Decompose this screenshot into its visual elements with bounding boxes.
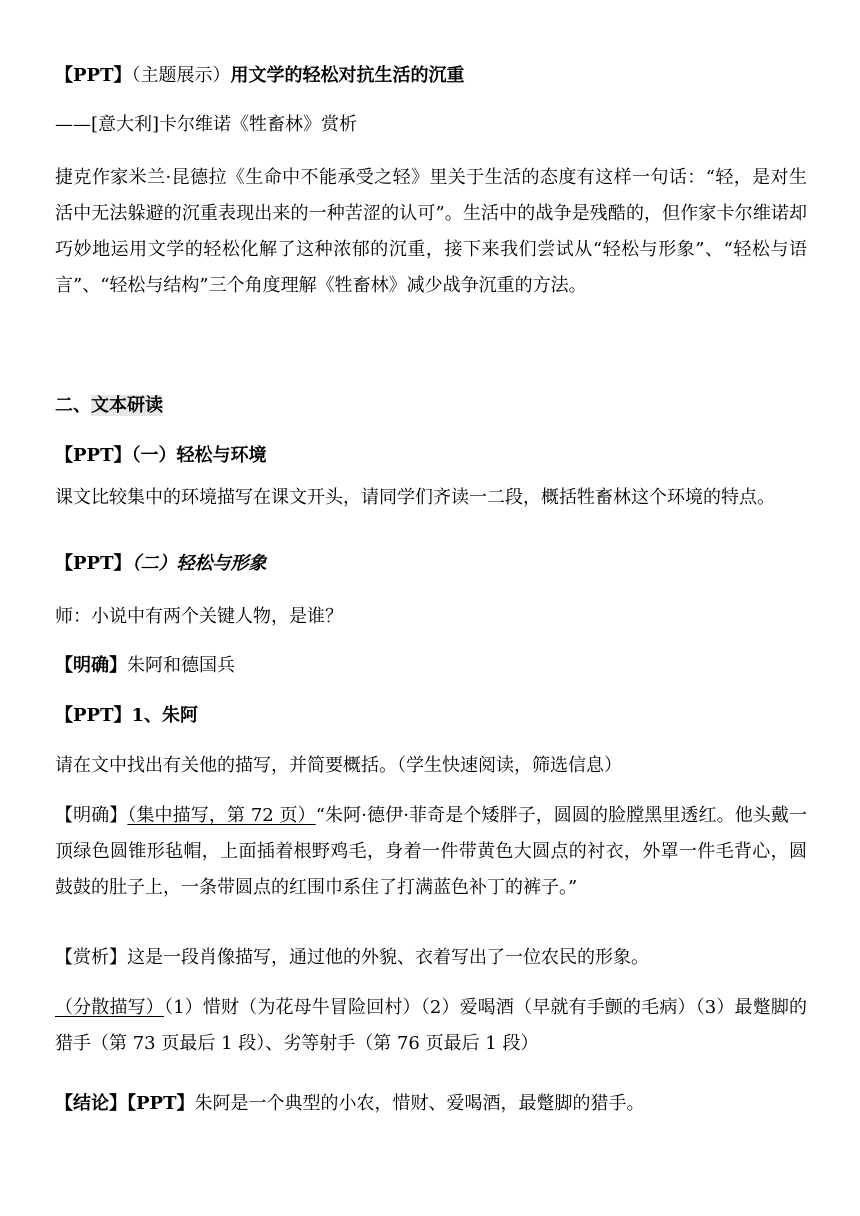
ppt-tag: 【PPT】 (127, 1093, 195, 1114)
heading-label: （一）轻松与环境 (131, 445, 267, 466)
lesson-title: 用文学的轻松对抗生活的沉重 (230, 65, 465, 86)
focus-note: （集中描写，第 72 页） (127, 805, 316, 826)
ppt-heading-zhua (55, 704, 815, 728)
title-line (55, 64, 815, 88)
clarify-tag: 【明确】 (55, 805, 128, 826)
ppt-heading-image (55, 552, 815, 576)
section-heading (55, 394, 815, 418)
heading-label: 1、朱阿 (131, 705, 198, 726)
section-number: 二、 (55, 395, 91, 416)
section-label: 文本研读 (91, 395, 163, 416)
teacher-question: 师：小说中有两个关键人物，是谁？ (55, 606, 343, 627)
ppt-tag: 【PPT】 (55, 445, 132, 466)
appreciation (55, 946, 815, 970)
clarify-tag: 【明确】 (55, 655, 127, 676)
appreciate-text: 这是一段肖像描写，通过他的外貌、衣着写出了一位农民的形象。 (127, 947, 649, 968)
subtitle: ——[意大利]卡尔维诺《牲畜林》赏析 (55, 114, 358, 135)
ppt-tag: 【PPT】 (55, 553, 132, 574)
ppt-heading-environment (55, 444, 815, 468)
appreciate-tag: 【赏析】 (55, 947, 127, 968)
find-instruction: 请在文中找出有关他的描写，并简要概括。（学生快速阅读，筛选信息） (55, 755, 622, 776)
environment-text: 课文比较集中的环境描写在课文开头，请同学们齐读一二段，概括牲畜林这个环境的特点。 (55, 487, 775, 508)
portrait-quote: “朱阿·德伊·菲奇是个矮胖子，圆圆的脸膛黑里透红。他头戴一顶绿色圆锥形毡帽，上面插着根野鸡毛，身着一件带黄色大圆点的衬衣，外罩一件毛背心，圆鼓鼓的肚子上，一条带圆点的红围巾系住了打满蓝色补丁的裤子。” (55, 805, 807, 898)
intro-paragraph: 捷克作家米兰·昆德拉《生命中不能承受之轻》里关于生活的态度有这样一句话：“轻，是对生活中无法躲避的沉重表现出来的一种苦涩的认可”。生活中的战争是残酷的，但作家卡尔维诺却巧妙地运用文学的轻松化解了这种浓郁的沉重，接下来我们尝试从“轻松与形象”、“轻松与语言”、“轻松与结构”三个角度理解《牲畜林》减少战争沉重的方法。 (55, 167, 807, 296)
heading-label: （二）轻松与形象 (131, 553, 267, 574)
clarify-description (55, 798, 807, 906)
ppt-tag: 【PPT】 (55, 65, 132, 86)
scattered-description (55, 990, 807, 1062)
conclusion-text: 朱阿是一个典型的小农，惜财、爱喝酒，最蹩脚的猎手。 (194, 1093, 645, 1114)
clarify-text: 朱阿和德国兵 (127, 655, 235, 676)
scatter-note: （分散描写） (55, 997, 164, 1018)
clarify-characters (55, 654, 815, 678)
title-note: （主题展示） (131, 65, 231, 86)
ppt-tag: 【PPT】 (55, 705, 132, 726)
scatter-text: （1）惜财（为花母牛冒险回村）（2）爱喝酒（早就有手颤的毛病）（3）最蹩脚的猎手（第 73 页最后 1 段）、劣等射手（第 76 页最后 1 段） (55, 997, 808, 1054)
conclusion-tag: 【结论】 (55, 1093, 127, 1114)
conclusion (55, 1092, 815, 1116)
